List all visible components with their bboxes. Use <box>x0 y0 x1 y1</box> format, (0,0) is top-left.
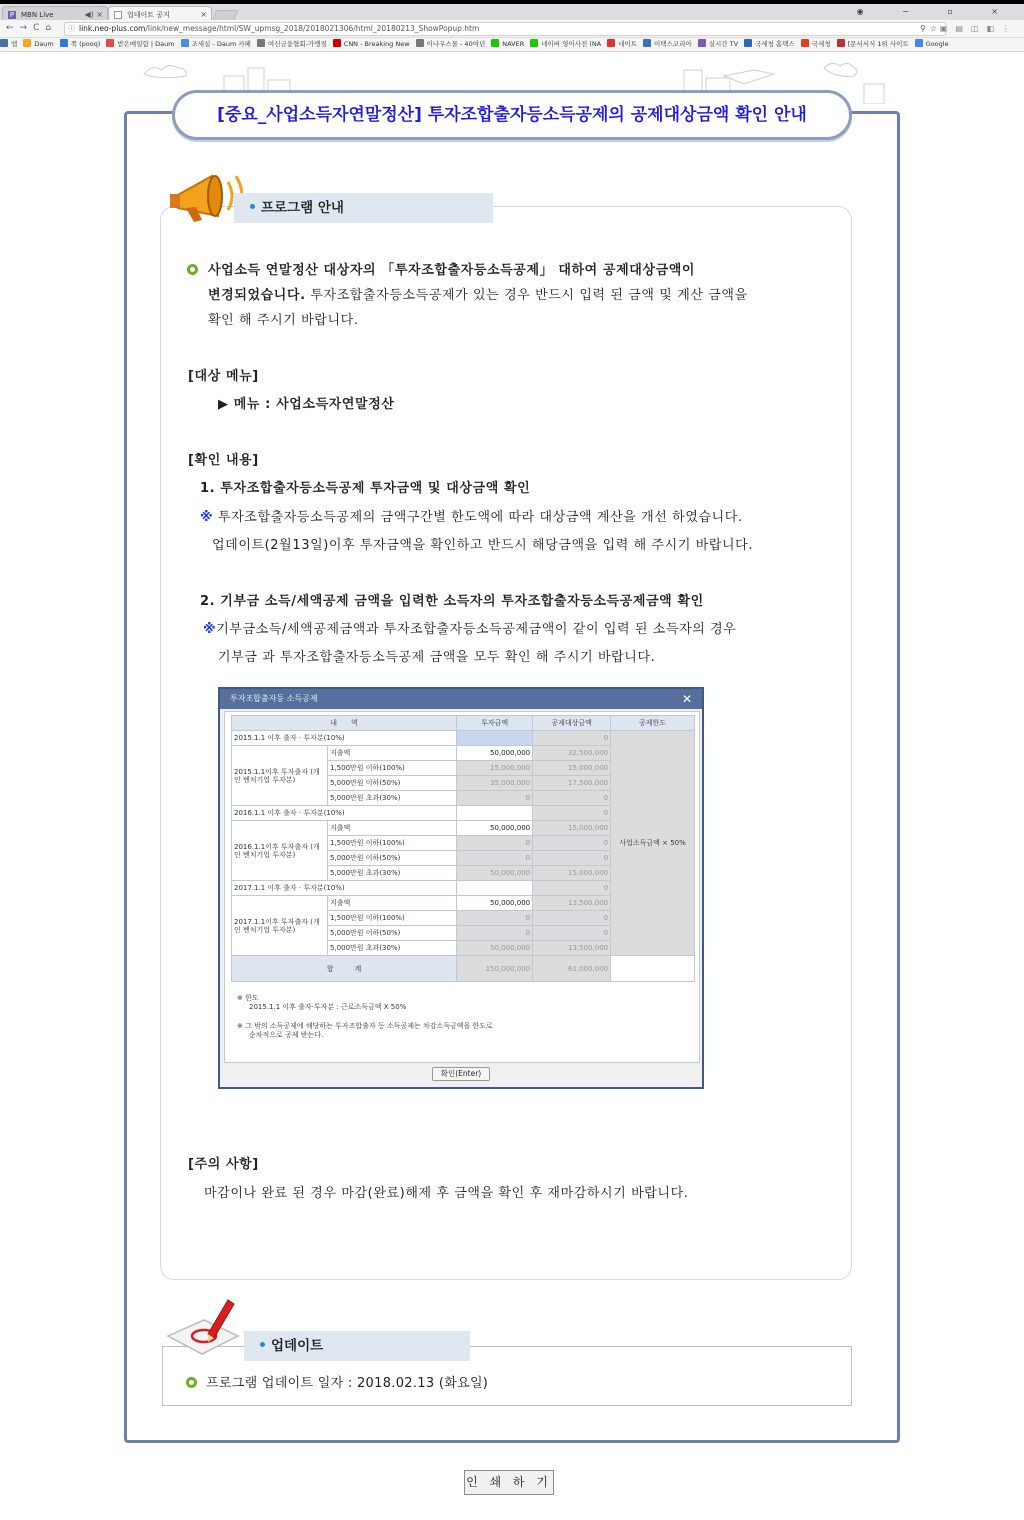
bookmark-label: 이나우스몰 - 40여년 <box>426 40 486 48</box>
tab-label: 업데이트 공지 <box>127 11 170 19</box>
table-header-row <box>232 716 695 731</box>
value-cell: 17,500,000 <box>533 776 611 791</box>
update-date: 프로그램 업데이트 일자 : 2018.02.13 (화요일) <box>206 1376 489 1391</box>
value-cell: 0 <box>457 926 533 941</box>
bookmark-item[interactable] <box>607 38 637 51</box>
row-label: 2016.1.1 이후 출자 · 투자분(10%) <box>232 806 457 821</box>
row-label: 2017.1.1 이후 출자 · 투자분(10%) <box>232 881 457 896</box>
bookmark-item[interactable] <box>416 38 486 51</box>
bookmark-item[interactable] <box>333 38 410 51</box>
bookmark-item[interactable] <box>106 38 174 51</box>
bookmark-favicon-icon <box>416 39 424 47</box>
intro-line-3: 확인 해 주시기 바랍니다. <box>208 313 359 328</box>
table-row <box>232 731 695 746</box>
bookmark-label: CNN - Breaking New <box>343 40 410 48</box>
dialog-ok-button[interactable]: 확인(Enter) <box>432 1067 490 1081</box>
value-cell: 15,000,000 <box>533 821 611 836</box>
header-investment: 투자금액 <box>457 716 533 731</box>
header-detail: 내 역 <box>232 716 457 731</box>
header-limit: 공제한도 <box>611 716 695 731</box>
investment-input[interactable]: 50,000,000 <box>457 896 533 911</box>
intro-line-2 <box>208 283 748 308</box>
page-favicon-icon <box>114 11 122 19</box>
other-note-line-1: ※ 그 밖의 소득공제에 해당하는 투자조합출자 등 소득공제는 차감소득금액을 한도로 <box>237 1022 493 1030</box>
group-label: 2016.1.1이후 투자출자 (개인 벤처기업 투자분) <box>232 821 328 881</box>
intro-bold-changed: 변경되었습니다. <box>208 288 306 303</box>
other-deduction-note <box>237 1022 493 1040</box>
tab-close-icon[interactable]: ◀) × <box>84 10 103 19</box>
bookmark-item[interactable] <box>257 38 327 51</box>
intro-line-1: 사업소득 연말정산 대상자의 「투자조합출자등소득공제」 대하여 공제대상금액이 <box>208 263 696 278</box>
other-note-line-2: 순차적으로 공제 받는다. <box>249 1031 324 1039</box>
row-label: 1,500만원 이하(100%) <box>328 911 457 926</box>
extension-icons[interactable]: ▣▤◫◧⋮ <box>939 24 1018 33</box>
value-cell: 0 <box>457 911 533 926</box>
window-controls[interactable]: ◉ − ▫ × <box>856 7 1016 16</box>
deduction-table <box>231 715 695 982</box>
program-guide-tag <box>234 193 493 223</box>
info-icon[interactable]: ⓘ <box>68 25 75 33</box>
tab-label: MBN Live <box>21 11 54 19</box>
browser-tab-bar <box>0 0 1024 20</box>
bookmark-label: 국세청 홈택스 <box>755 40 795 48</box>
bookmark-favicon-icon <box>106 39 114 47</box>
value-cell: 35,000,000 <box>457 776 533 791</box>
bookmark-label: 받은메일함 | Daum <box>117 40 175 48</box>
check-item-2-title: 2. 기부금 소득/세액공제 금액을 입력한 소득자의 투자조합출자등소득공제금액 확인 <box>200 594 704 609</box>
bullet-dot-icon <box>260 1342 265 1347</box>
bookmark-label: 국세청 <box>811 40 831 48</box>
bookmark-label: Google <box>925 40 949 48</box>
investment-input[interactable] <box>457 806 533 821</box>
bookmark-item[interactable] <box>60 38 101 51</box>
bookmark-label: 조세실 - Daum 카페 <box>191 40 251 48</box>
value-cell: 0 <box>533 791 611 806</box>
pencil-checklist-icon <box>164 1296 244 1358</box>
tab-favicon-icon: P <box>9 11 15 19</box>
row-label: 5,000만원 이하(50%) <box>328 926 457 941</box>
intro-rest: 투자조합출자등소득공제가 있는 경우 반드시 입력 된 금액 및 계산 금액을 <box>310 288 748 303</box>
bookmark-favicon-icon <box>915 39 923 47</box>
bullet-icon <box>187 264 198 275</box>
bookmark-label: 네이트 <box>618 40 638 48</box>
value-cell: 15,000,000 <box>457 761 533 776</box>
value-cell: 0 <box>457 851 533 866</box>
bookmark-favicon-icon <box>60 39 68 47</box>
bookmark-label: NAVER <box>502 40 525 48</box>
bookmark-item[interactable] <box>530 38 601 51</box>
bookmark-favicon-icon <box>257 39 265 47</box>
print-button[interactable]: 인 쇄 하 기 <box>464 1470 554 1495</box>
row-label: 지출액 <box>328 896 457 911</box>
bookmark-label: 쪽 (pooq) <box>70 40 101 48</box>
bookmark-label: 실시간 TV <box>708 40 739 48</box>
check-item-1-line-1 <box>200 505 743 530</box>
bookmark-favicon-icon <box>698 39 706 47</box>
dialog-body <box>224 711 700 1063</box>
row-label: 1,500만원 이하(100%) <box>328 836 457 851</box>
sum-deduction: 61,000,000 <box>533 956 611 982</box>
page-title: [중요_사업소득자연말정산] 투자조합출자등소득공제의 공제대상금액 확인 안내 <box>217 105 807 125</box>
group-label: 2017.1.1이후 투자출자 (개인 벤처기업 투자분) <box>232 896 328 956</box>
bookmark-favicon-icon <box>643 39 651 47</box>
check-item-1-title: 1. 투자조합출자등소득공제 투자금액 및 대상금액 확인 <box>200 481 531 496</box>
sum-label: 합 계 <box>232 956 457 982</box>
navigation-buttons[interactable]: ←→C⌂ <box>6 23 58 33</box>
value-cell: 15,000,000 <box>533 866 611 881</box>
zoom-star-icons[interactable]: ⚲☆ <box>919 24 941 33</box>
reference-mark: ※ <box>203 622 217 637</box>
bookmark-favicon-icon <box>744 39 752 47</box>
value-cell: 50,000,000 <box>457 941 533 956</box>
bullet-dot-icon <box>250 204 255 209</box>
bookmark-label: [문서서식 1위 사이트 <box>847 40 909 48</box>
value-cell: 13,500,000 <box>533 941 611 956</box>
update-label: 업데이트 <box>271 1338 324 1354</box>
dialog-close-icon: ✕ <box>681 692 692 706</box>
target-menu-item: ▶ 메뉴 : 사업소득자연말정산 <box>218 397 395 412</box>
check1-text-1: 투자조합출자등소득공제의 금액구간별 한도액에 따라 대상금액 계산을 개선 하였습니다. <box>217 510 743 525</box>
row-label: 5,000만원 이하(50%) <box>328 851 457 866</box>
bookmark-favicon-icon <box>530 39 538 47</box>
row-label: 5,000만원 초과(30%) <box>328 941 457 956</box>
bookmark-label: 이택스코리아 <box>654 40 692 48</box>
value-cell: 15,000,000 <box>533 761 611 776</box>
row-label: 5,000만원 초과(30%) <box>328 791 457 806</box>
url-path: /link/new_message/html/SW_upmsg_2018/2018021306/html_20180213_ShowPopup.htm <box>145 24 480 33</box>
value-cell: 13,500,000 <box>533 896 611 911</box>
check2-text-1: 기부금소득/세액공제금액과 투자조합출자등소득공제금액이 같이 입력 된 소득자의 경우 <box>216 622 737 637</box>
investment-input[interactable] <box>457 881 533 896</box>
deduction-dialog-screenshot <box>218 687 704 1089</box>
sum-investment: 150,000,000 <box>457 956 533 982</box>
row-label: 2015.1.1 이후 출자 · 투자분(10%) <box>232 731 457 746</box>
limit-cell: 사업소득금액 × 50% <box>611 731 695 956</box>
update-tag <box>244 1331 470 1361</box>
table-sum-row <box>232 956 695 982</box>
url-host: link.neo-plus.com <box>79 24 146 33</box>
bookmark-item[interactable] <box>23 38 53 51</box>
check-item-1-line-2: 업데이트(2월13일)이후 투자금액을 확인하고 반드시 해당금액을 입력 해 주시기 바랍니다. <box>212 538 754 553</box>
header-deduction-target: 공제대상금액 <box>533 716 611 731</box>
value-cell: 0 <box>457 791 533 806</box>
bookmark-favicon-icon <box>801 39 809 47</box>
value-cell: 0 <box>533 851 611 866</box>
value-cell: 0 <box>533 926 611 941</box>
row-label: 지출액 <box>328 821 457 836</box>
limit-note-text: 2015.1.1 이후 출자·투자분 : 근로소득금액 X 50% <box>249 1003 407 1011</box>
investment-input[interactable] <box>457 731 533 746</box>
bookmark-item[interactable] <box>0 38 17 51</box>
bookmark-favicon-icon <box>607 39 615 47</box>
bookmark-item[interactable] <box>491 38 524 51</box>
bookmark-label: 앱 <box>11 40 18 48</box>
address-bar[interactable] <box>64 22 946 36</box>
bullet-icon <box>186 1377 197 1388</box>
investment-input[interactable]: 50,000,000 <box>457 821 533 836</box>
value-cell: 0 <box>533 881 611 896</box>
bookmark-label: 네이버 영어사전 (NA <box>541 40 602 48</box>
limit-note <box>237 994 406 1012</box>
bookmark-item[interactable] <box>915 38 949 51</box>
bookmark-favicon-icon <box>181 39 189 47</box>
bookmark-favicon-icon <box>837 39 845 47</box>
dialog-titlebar <box>220 689 702 709</box>
dialog-title: 투자조합출자등 소득공제 <box>230 694 318 703</box>
value-cell: 32,500,000 <box>533 746 611 761</box>
row-label: 1,500만원 이하(100%) <box>328 761 457 776</box>
notice-title-banner <box>172 90 852 140</box>
sum-limit-empty <box>611 956 695 982</box>
caution-text: 마감이나 완료 된 경우 마감(완료)해제 후 금액을 확인 후 재마감하시기 바랍니다. <box>204 1186 689 1201</box>
check-content-heading: [확인 내용] <box>188 453 259 468</box>
value-cell: 0 <box>533 911 611 926</box>
row-label: 지출액 <box>328 746 457 761</box>
value-cell: 0 <box>533 836 611 851</box>
value-cell: 50,000,000 <box>457 866 533 881</box>
bookmark-favicon-icon <box>333 39 341 47</box>
bookmark-label: Daum <box>34 40 54 48</box>
bookmark-label: 여신금융협회-가맹점 <box>267 40 327 48</box>
bookmark-item[interactable] <box>181 38 251 51</box>
bookmark-favicon-icon <box>0 39 8 47</box>
target-menu-heading: [대상 메뉴] <box>188 369 259 384</box>
program-guide-label: 프로그램 안내 <box>261 200 344 216</box>
reference-mark: ※ <box>200 510 214 525</box>
bookmark-favicon-icon <box>23 39 31 47</box>
group-label: 2015.1.1이후 투자출자 (개인 벤처기업 투자분) <box>232 746 328 806</box>
investment-input[interactable]: 50,000,000 <box>457 746 533 761</box>
value-cell: 0 <box>457 836 533 851</box>
row-label: 5,000만원 초과(30%) <box>328 866 457 881</box>
bookmark-item[interactable] <box>744 38 795 51</box>
bookmark-item[interactable] <box>643 38 692 51</box>
bookmark-item[interactable] <box>698 38 738 51</box>
address-row <box>0 20 1024 38</box>
bookmarks-bar <box>0 38 1024 52</box>
check-item-2-line-2: 기부금 과 투자조합출자등소득공제 금액을 모두 확인 해 주시기 바랍니다. <box>218 650 656 665</box>
caution-heading: [주의 사항] <box>188 1157 259 1172</box>
bookmark-favicon-icon <box>491 39 499 47</box>
limit-note-title: ※ 한도 <box>237 994 259 1002</box>
row-label: 5,000만원 이하(50%) <box>328 776 457 791</box>
check-item-2-line-1 <box>203 617 736 642</box>
bookmark-item[interactable] <box>801 38 831 51</box>
tab-close-icon[interactable]: × <box>200 10 207 19</box>
value-cell: 0 <box>533 806 611 821</box>
bookmark-item[interactable] <box>837 38 909 51</box>
value-cell: 0 <box>533 731 611 746</box>
